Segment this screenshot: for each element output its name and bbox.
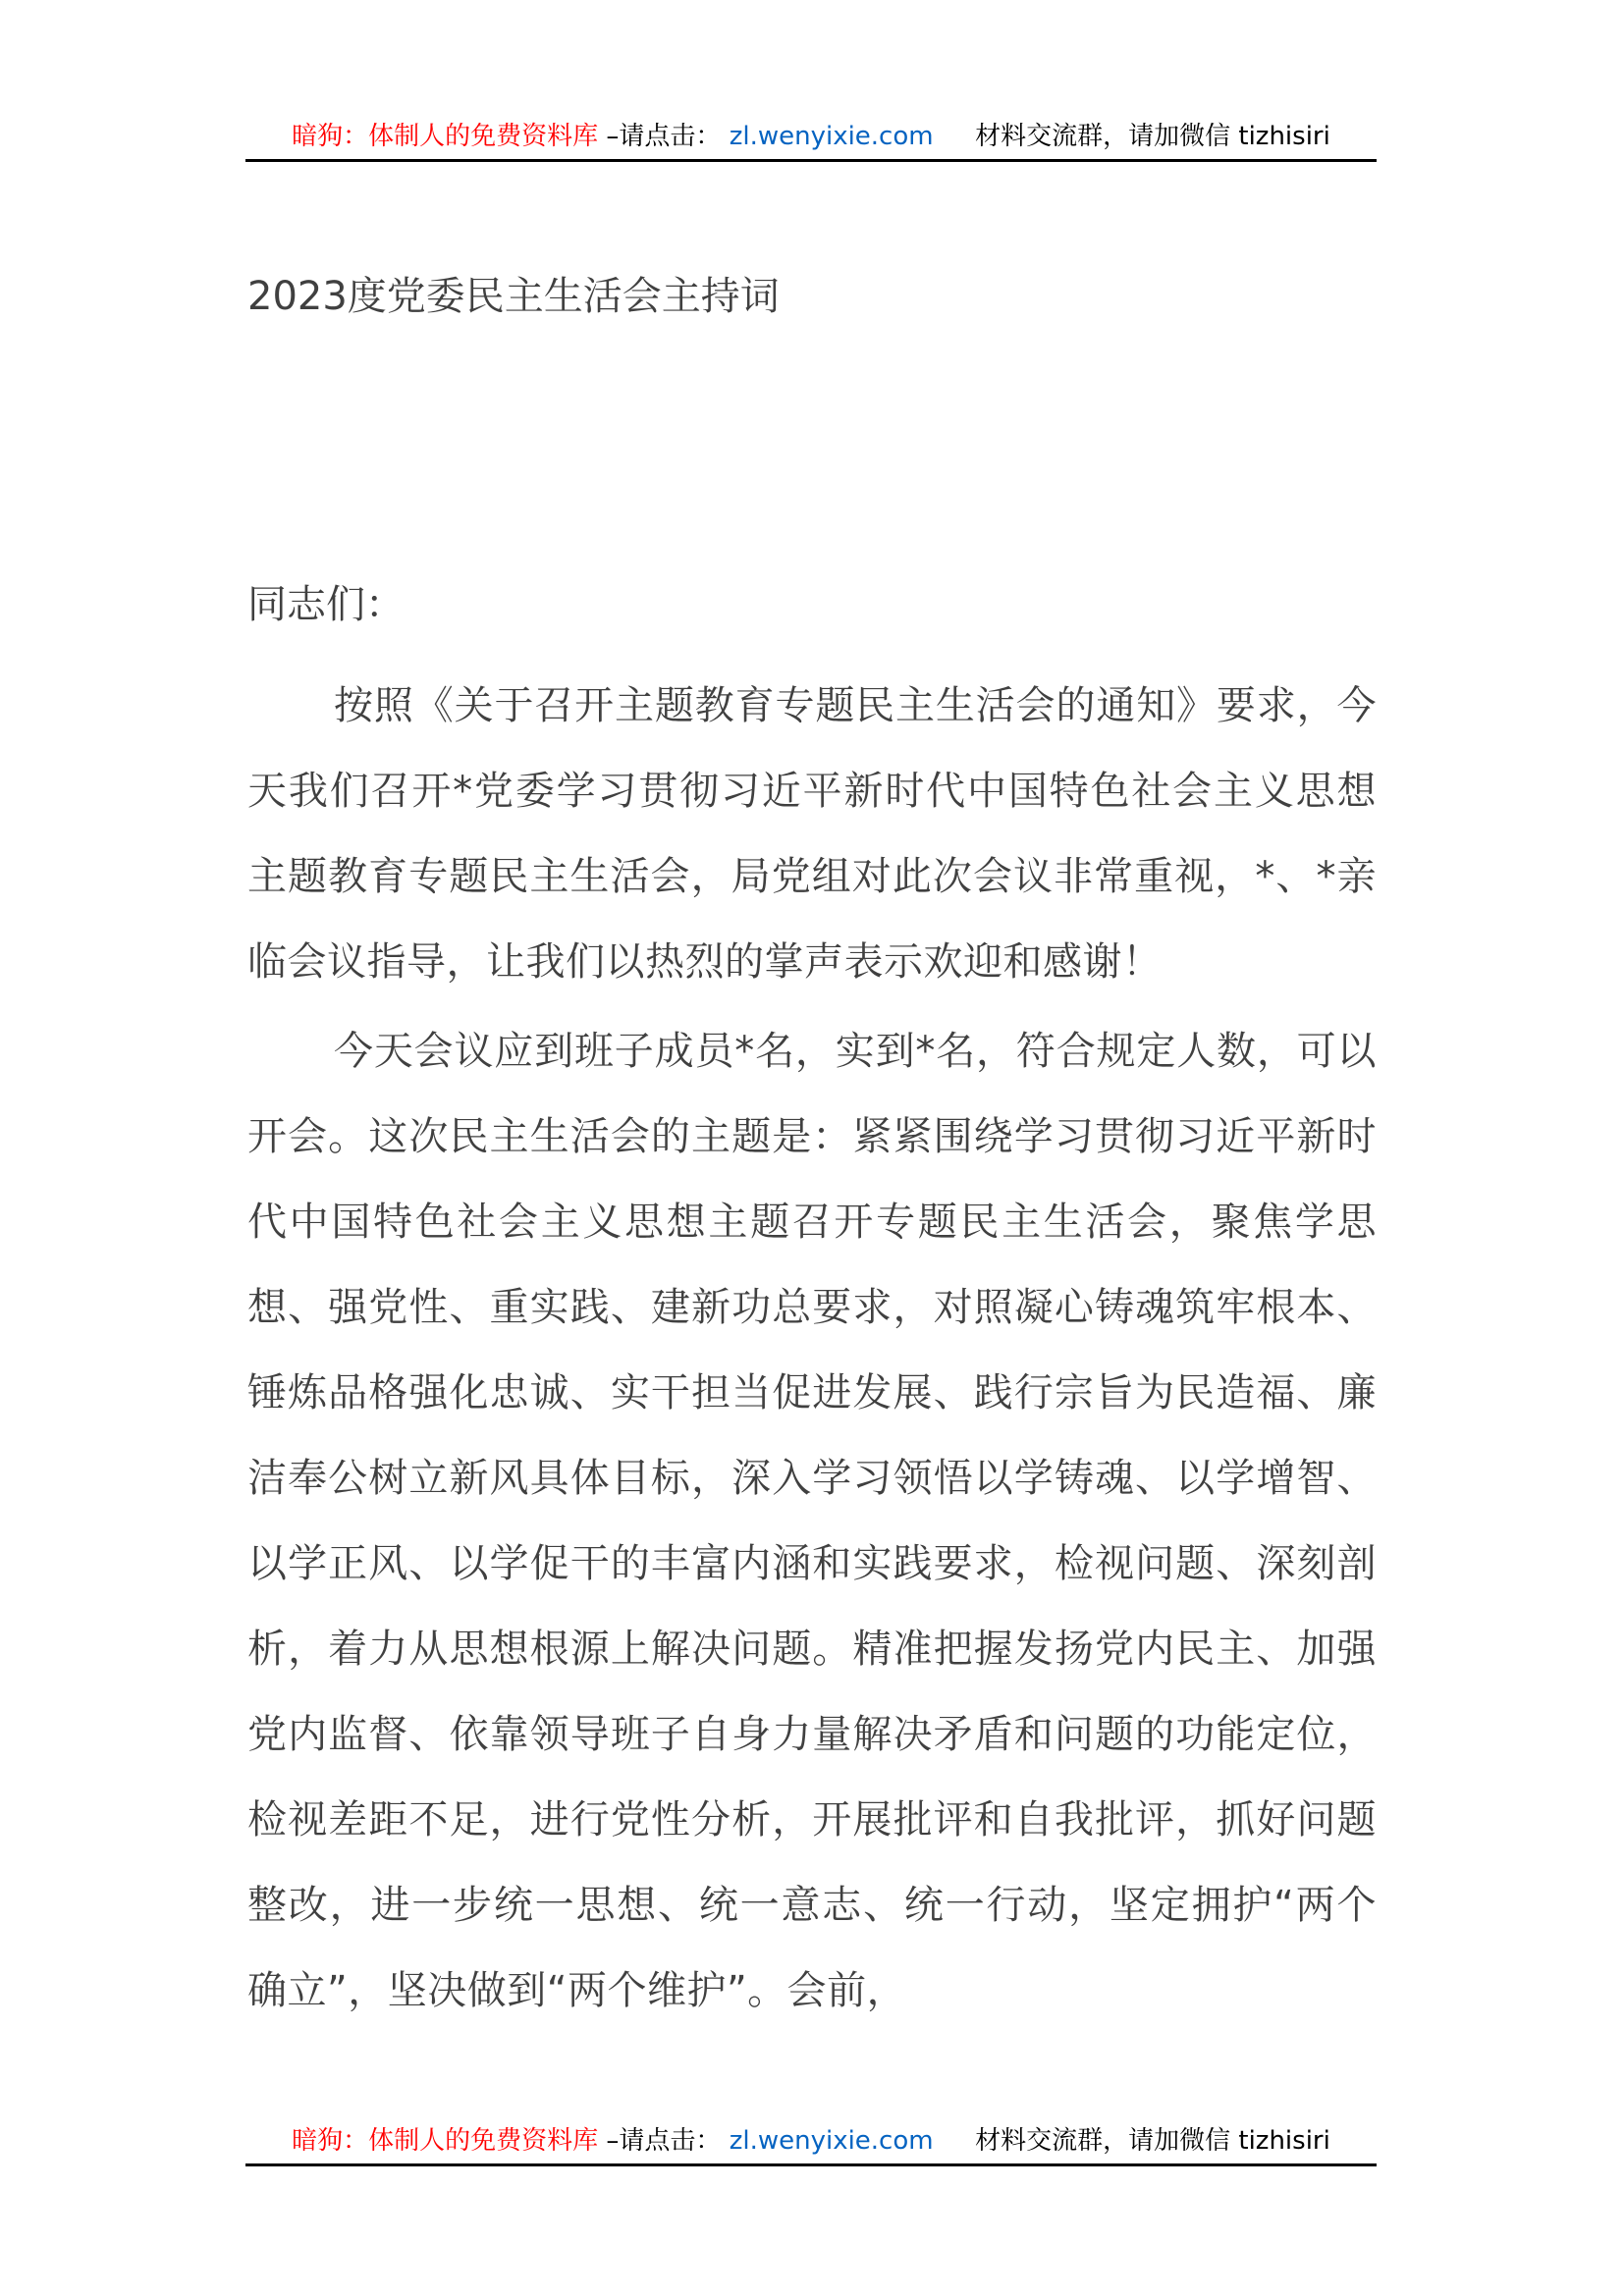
- document-title: 2023度党委民主生活会主持词: [247, 274, 780, 319]
- footer-site-link[interactable]: zl.wenyixie.com: [729, 2126, 934, 2156]
- document-body: [247, 579, 1377, 2034]
- header-site-link[interactable]: zl.wenyixie.com: [729, 122, 934, 151]
- header-prompt: –请点击：: [606, 122, 722, 151]
- paragraph-2: 今天会议应到班子成员*名，实到*名，符合规定人数，可以开会。这次民主生活会的主题是：紧紧围绕学习贯彻习近平新时代中国特色社会主义思想主题召开专题民主生活会，聚焦学思想、强党性、重实践、建新功总要求，对照凝心铸魂筑牢根本、锤炼品格强化忠诚、实干担当促进发展、践行宗旨为民造福、廉洁奉公树立新风具体目标，深入学习领悟以学铸魂、以学增智、以学正风、以学促干的丰富内涵和实践要求，检视问题、深刻剖析，着力从思想根源上解决问题。精准把握发扬党内民主、加强党内监督、依靠领导班子自身力量解决矛盾和问题的功能定位，检视差距不足，进行党性分析，开展批评和自我批评，抓好问题整改，进一步统一思想、统一意志、统一行动，坚定拥护“两个确立”，坚决做到“两个维护”。会前，: [247, 1029, 1377, 2013]
- header-site-name: 暗狗：体制人的免费资料库: [292, 122, 599, 151]
- footer-prompt: –请点击：: [606, 2126, 722, 2156]
- footer-site-name: 暗狗：体制人的免费资料库: [292, 2126, 599, 2156]
- salutation: 同志们：: [247, 582, 405, 627]
- footer-banner: [245, 2124, 1377, 2166]
- paragraph-1: 按照《关于召开主题教育专题民主生活会的通知》要求，今天我们召开*党委学习贯彻习近平新时代中国特色社会主义思想主题教育专题民主生活会，局党组对此次会议非常重视，*、*亲临会议指导，让我们以热烈的掌声表示欢迎和感谢！: [247, 683, 1377, 985]
- footer-wechat-text: 材料交流群，请加微信 tizhisiri: [975, 2126, 1330, 2156]
- header-banner: [245, 120, 1377, 162]
- header-wechat-text: 材料交流群，请加微信 tizhisiri: [975, 122, 1330, 151]
